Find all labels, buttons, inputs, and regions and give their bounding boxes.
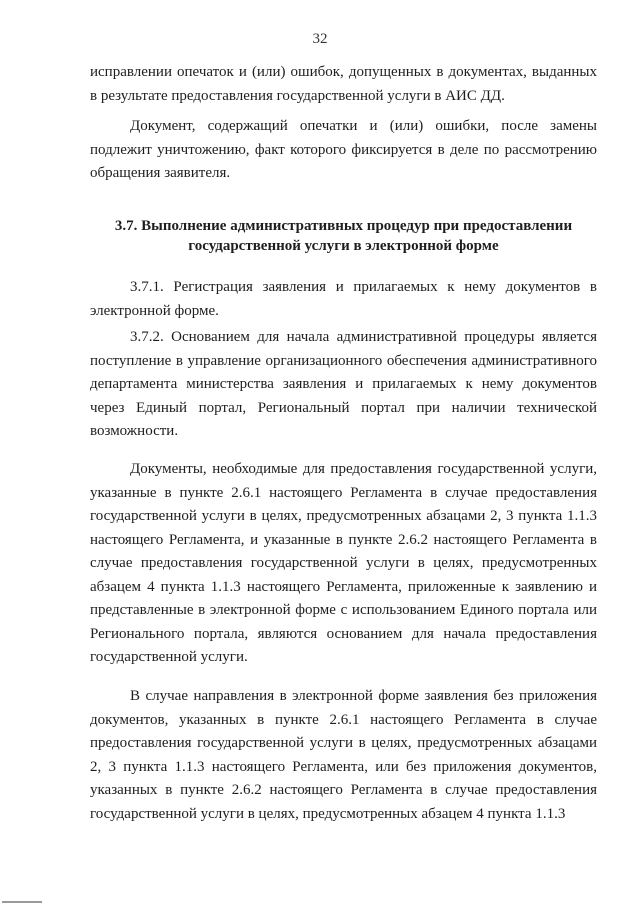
paragraph-document-destruction: Документ, содержащий опечатки и (или) ошибки, после замены подлежит уничтожению, факт которого фиксируется в деле по рассмотрению обращения заявителя. [90, 118, 597, 181]
paragraph-3-7-1: 3.7.1. Регистрация заявления и прилагаемых к нему документов в электронной форме. [90, 279, 597, 319]
scan-artifact [2, 901, 42, 903]
page-number: 32 [312, 31, 328, 47]
paragraph-electronic-submission: В случае направления в электронной форме заявления без приложения документов, указанных в пункте 2.6.1 настоящего Регламента в случае предоставления государственной услуги в целях, предусмотренных абзацами 2, 3 пункта 1.1.3 настоящего Регламента, или без приложения документов, указанных в пункте 2.6.2 настоящего Регламента в случае предоставления государственной услуги в целях, предусмотренных абзацем 4 пункта 1.1.3 [90, 688, 597, 822]
paragraph-3-7-2: 3.7.2. Основанием для начала административной процедуры является поступление в управление организационного обеспечения административного департамента министерства заявления и прилагаемых к нему документов через Единый портал, Региональный портал при наличии технической возможности. [90, 329, 597, 439]
paragraph-documents: Документы, необходимые для предоставления государственной услуги, указанные в пункте 2.6.1 настоящего Регламента в случае предоставления государственной услуги в целях, предусмотренных абзацами 2, 3 пункта 1.1.3 настоящего Регламента, и указанные в пункте 2.6.2 настоящего Регламента в случае предоставления государственной услуги в целях, предусмотренных абзацем 4 пункта 1.1.3 настоящего Регламента, приложенные к заявлению и представленные в электронной форме с использованием Единого портала или Регионального портала, являются основанием для начала предоставления государственной услуги. [90, 461, 597, 665]
paragraph-continuation: исправлении опечаток и (или) ошибок, допущенных в документах, выданных в результате предоставления государственной услуги в АИС ДД. [90, 64, 597, 104]
section-heading: 3.7. Выполнение административных процедур при предоставлении государственной услуги в электронной форме [114, 218, 573, 254]
